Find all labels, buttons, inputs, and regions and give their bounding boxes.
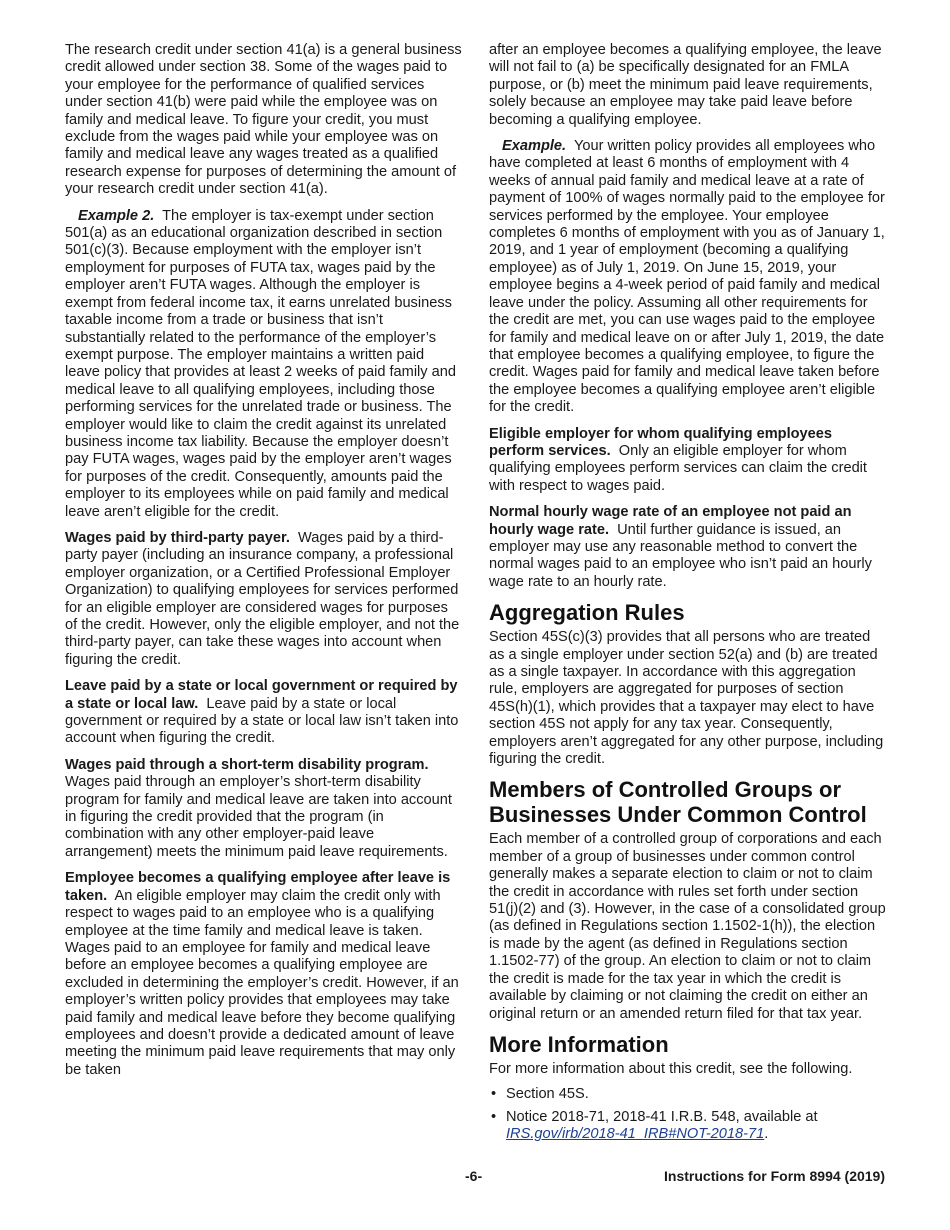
continuation-paragraph: after an employee becomes a qualifying employee, the leave will not fail to (a) be specifically designated for an FMLA purpose, or (b) meet the minimum paid leave requirements, solely because an employee may take paid leave before becoming a qualifying employee.: [489, 42, 882, 128]
example-2-label: Example 2.: [78, 207, 155, 224]
right-column: [489, 42, 887, 1149]
list-item: [489, 1086, 887, 1103]
example-label: Example.: [502, 138, 567, 155]
state-local-text: Leave paid by a state or local government or required by a state or local law isn’t taken into account when figuring the credit.: [65, 695, 459, 747]
more-information-intro: For more information about this credit, see the following.: [489, 1060, 853, 1077]
third-party-payer-text: Wages paid by a third-party payer (including an insurance company, a professional employer organization, or a Certified Professional Employer Organization) to qualifying employees for services performed for an eligible employer are considered wages for purposes of the credit. However, only the eligible employer, and not the third-party payer, can take these wages into account when figuring the credit.: [65, 529, 460, 668]
aggregation-rules-text: Section 45S(c)(3) provides that all persons who are treated as a single employer under section 52(a) and (b) are treated as a single taxpayer. In accordance with this aggregation rule, employers are aggregated for purposes of section 45S(h)(1), which provides that a taxpayer may elect to have section 45S not apply for any tax year. Consequently, employers aren’t aggregated for any other purpose, including figuring the credit.: [489, 629, 884, 768]
hourly-wage-heading: Normal hourly wage rate of an employee not paid an hourly wage rate.: [489, 504, 852, 538]
hourly-wage-paragraph: [489, 504, 887, 591]
list-item: [489, 1109, 887, 1144]
controlled-groups-heading: Members of Controlled Groups or Businesses Under Common Control: [489, 777, 867, 828]
controlled-groups-text: Each member of a controlled group of corporations and each member of a group of businesses under common control generally makes a separate election to claim or not to claim the credit in accordance with rules set forth under section 51(j)(2) and (3). However, in the case of a consolidated group (as defined in Regulations section 1.1502-1(h)), the election is made by the agent (as defined in Regulations section 1.1502-77) of the group. An election to claim or not to claim the credit is made for the tax year in which the credit is available by claiming or not claiming the credit on either an original return or an amended return filed for that tax year.: [489, 831, 886, 1022]
qualifying-employee-text: An eligible employer may claim the credit only with respect to wages paid to an employee who is a qualifying employee at the time family and medical leave is taken. Wages paid to an employee for family and medical leave before an employee becomes a qualifying employee are excluded in determining the employer’s credit. However, if an employer’s written policy provides that employees may take paid family and medical leave before they become qualifying employees and doesn’t provide a dedicated amount of leave meeting the minimum paid leave requirements that may only be taken: [65, 887, 459, 1078]
more-information-list: [489, 1086, 887, 1143]
hourly-wage-text: Until further guidance is issued, an employer may use any reasonable method to convert the normal wages paid to an employee who isn’t paid an hourly wage rate to an hourly rate.: [489, 521, 872, 590]
short-term-disability-text: Wages paid through an employer’s short-term disability program for family and medical leave are taken into account in figuring the credit provided that the program (in combination with any other employer-paid leave arrangement) meets the minimum paid leave requirements.: [65, 774, 452, 860]
example-text: Your written policy provides all employees who have completed at least 6 months of employment with 4 weeks of annual paid family and medical leave at a rate of payment of 100% of wages normally paid to the employee for services performed by the employee. Your employee completes 6 months of employment with you as of January 1, 2019, and 1 year of employment (becoming a qualifying employee) as of July 1, 2019. On June 15, 2019, your employee begins a 4-week period of paid family and medical leave under the policy. Assuming all other requirements for the credit are met, you can use wages paid to the employee for family and medical leave on or after July 1, 2019, the date that employee becomes a qualifying employee, to figure the credit. Wages paid for family and medical leave taken before the employee becomes a qualifying employee aren’t eligible for the credit.: [489, 138, 885, 416]
short-term-disability-paragraph: [65, 757, 463, 861]
eligible-employer-heading: Eligible employer for whom qualifying employees perform services.: [489, 425, 833, 459]
eligible-employer-text: Only an eligible employer for whom qualifying employees perform services can claim the credit with respect to wages paid.: [489, 442, 867, 494]
state-local-heading: Leave paid by a state or local government or required by a state or local law.: [65, 678, 458, 712]
qualifying-employee-paragraph: [65, 870, 463, 1079]
footer-title: Instructions for Form 8994 (2019): [664, 1168, 885, 1184]
left-column: [65, 42, 463, 1079]
state-local-paragraph: [65, 678, 463, 748]
more-information-heading: More Information: [489, 1031, 669, 1057]
qualifying-employee-heading: Employee becomes a qualifying employee after leave is taken.: [65, 870, 451, 904]
bullet-section-45s: Section 45S.: [506, 1086, 589, 1103]
example-paragraph: [489, 138, 887, 417]
eligible-employer-paragraph: [489, 426, 887, 496]
research-credit-paragraph: The research credit under section 41(a) is a general business credit allowed under section 38. Some of the wages paid to your employee for the performance of qualified services under section 41(b) were paid while the employee was on family and medical leave. To figure your credit, you must exclude from the wages paid while your employee was on family and medical leave any wages treated as a qualified research expense for purposes of determining the amount of your research credit under section 41(a).: [65, 42, 462, 198]
short-term-disability-heading: Wages paid through a short-term disability program.: [65, 756, 429, 773]
page-number: -6-: [465, 1168, 483, 1184]
bullet-notice-text: Notice 2018-71, 2018-41 I.R.B. 548, available at: [506, 1108, 818, 1125]
example-2-paragraph: [65, 208, 463, 521]
irs-notice-link[interactable]: IRS.gov/irb/2018-41_IRB#NOT-2018-71: [506, 1126, 765, 1143]
example-2-text: The employer is tax-exempt under section 501(a) as an educational organization described in section 501(c)(3). Because employment with the employer isn’t employment for purposes of FUTA tax, wages paid by the employer aren’t FUTA wages. Although the employer is exempt from federal income tax, it earns unrelated business taxable income from a trade or business that isn’t substantially related to the performance of the employer’s exempt purpose. The employer maintains a written paid leave policy that provides at least 2 weeks of paid family and medical leave to all qualifying employees, including those performing services for the unrelated trade or business. The employer would like to claim the credit against its unrelated business income tax liability. Because the employer doesn’t pay FUTA wages, wages paid by the employer aren’t wages for purposes of the credit. Consequently, amounts paid the employer to its employees while on paid family and medical leave aren’t eligible for the credit.: [65, 207, 457, 520]
third-party-payer-paragraph: [65, 530, 463, 669]
third-party-payer-heading: Wages paid by third-party payer.: [65, 529, 290, 546]
link-trailing-period: .: [764, 1126, 769, 1143]
aggregation-rules-heading: Aggregation Rules: [489, 600, 685, 626]
